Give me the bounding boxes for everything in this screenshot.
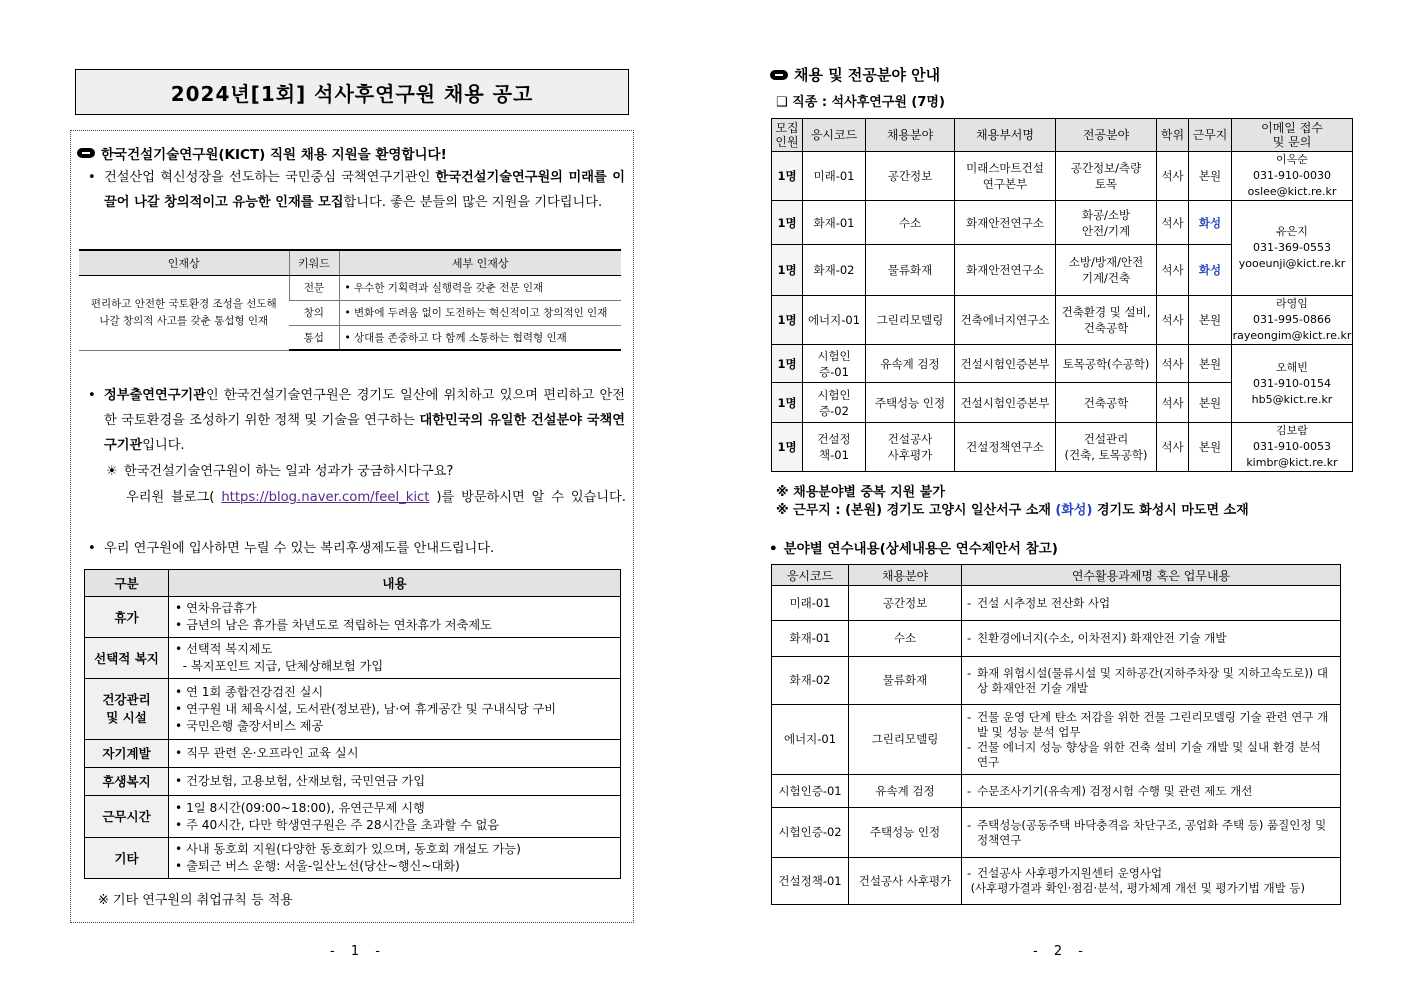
welfare-content: • 사내 동호회 지원(다양한 동호회가 있으며, 동호회 개설도 가능) • 출퇴근 버스 운행: 서울-일산노선(당산~행신~대화) xyxy=(169,838,621,879)
welfare-category: 선택적 복지 xyxy=(85,638,169,679)
welfare-category: 휴가 xyxy=(85,597,169,638)
training-content: - 주택성능(공동주택 바닥충격음 차단구조, 공업화 주택 등) 품질인정 및 정책연구 xyxy=(962,808,1341,858)
recruit-major: 공간정보/측량 토목 xyxy=(1056,152,1157,201)
training-code: 건설정책-01 xyxy=(772,858,849,905)
recruit-code: 화재-02 xyxy=(803,245,866,296)
training-field: 주택성능 인정 xyxy=(849,808,962,858)
training-field: 물류화재 xyxy=(849,657,962,705)
training-field: 건설공사 사후평가 xyxy=(849,858,962,905)
recruit-count: 1명 xyxy=(772,423,803,472)
training-content: - 친환경에너지(수소, 이차전지) 화재안전 기술 개발 xyxy=(962,621,1341,657)
welfare-category: 후생복지 xyxy=(85,768,169,796)
talent-header: 세부 인재상 xyxy=(339,250,621,275)
training-content: - 건설공사 사후평가지원센터 운영사업 (사후평가결과 확인·점검·분석, 평가체계 개선 및 평가기법 개발 등) xyxy=(962,858,1341,905)
recruit-code: 시험인증-02 xyxy=(803,383,866,423)
recruit-degree: 석사 xyxy=(1157,201,1189,245)
recruit-contact: 라영임 031-995-0866 rayeongim@kict.re.kr xyxy=(1232,296,1353,345)
talent-detail: • 변화에 두려움 없이 도전하는 혁신적이고 창의적인 인재 xyxy=(339,300,621,325)
welfare-footnote: ※ 기타 연구원의 취업규칙 등 적용 xyxy=(98,893,293,908)
welfare-content: • 선택적 복지제도 - 복지포인트 지급, 단체상해보험 가입 xyxy=(169,638,621,679)
recruit-count: 1명 xyxy=(772,296,803,345)
recruit-count: 1명 xyxy=(772,383,803,423)
recruit-code: 에너지-01 xyxy=(803,296,866,345)
recruit-location: 본원 xyxy=(1189,296,1232,345)
training-field: 공간정보 xyxy=(849,586,962,621)
recruit-count: 1명 xyxy=(772,245,803,296)
talent-keyword: 전문 xyxy=(289,275,339,300)
recruit-dept: 미래스마트건설 연구본부 xyxy=(955,152,1056,201)
recruit-contact: 유은지 031-369-0553 yooeunji@kict.re.kr xyxy=(1232,201,1353,296)
recruit-dept: 화재안전연구소 xyxy=(955,245,1056,296)
note-location: ※ 근무지 : (본원) 경기도 고양시 일산서구 소재 (화성) 경기도 화성시 마도면 소재 xyxy=(776,503,1249,518)
recruit-dept: 화재안전연구소 xyxy=(955,201,1056,245)
recruit-header: 응시코드 xyxy=(803,119,866,152)
recruit-table xyxy=(771,118,1353,472)
welfare-content: • 직무 관련 온·오프라인 교육 실시 xyxy=(169,740,621,768)
training-code: 화재-01 xyxy=(772,621,849,657)
welcome-heading xyxy=(77,143,447,163)
training-heading: • 분야별 연수내용(상세내용은 연수제안서 참고) xyxy=(769,541,1058,557)
training-field: 유속계 검정 xyxy=(849,775,962,808)
recruit-degree: 석사 xyxy=(1157,152,1189,201)
recruit-location: 본원 xyxy=(1189,345,1232,383)
talent-header: 인재상 xyxy=(79,250,289,275)
intro-paragraph: • 건설산업 혁신성장을 선도하는 국민중심 국책연구기관인 한국건설기술연구원의 미래를 이끌어 나갈 창의적이고 유능한 인재를 모집합니다. 좋은 분들의 많은 지원을 기다립니다. xyxy=(88,170,625,210)
talent-keyword: 통섭 xyxy=(289,325,339,350)
talent-ideal: 편리하고 안전한 국토환경 조성을 선도해 나갈 창의적 사고를 갖춘 통섭형 인재 xyxy=(79,275,289,350)
link-icon xyxy=(77,148,95,158)
recruit-location: 화성 xyxy=(1189,245,1232,296)
recruit-location: 본원 xyxy=(1189,423,1232,472)
link-icon xyxy=(770,70,788,80)
recruit-field: 수소 xyxy=(866,201,955,245)
recruit-field: 그린리모델링 xyxy=(866,296,955,345)
recruit-header: 채용분야 xyxy=(866,119,955,152)
blog-line: 우리원 블로그( https://blog.naver.com/feel_kict )를 방문하시면 알 수 있습니다. xyxy=(126,490,626,505)
welfare-content: • 건강보험, 고용보험, 산재보험, 국민연금 가입 xyxy=(169,768,621,796)
recruit-contact: 김보람 031-910-0053 kimbr@kict.re.kr xyxy=(1232,423,1353,472)
welfare-content: • 연차유급휴가 • 금년의 남은 휴가를 차년도로 적립하는 연차휴가 저축제도 xyxy=(169,597,621,638)
recruit-major: 토목공학(수공학) xyxy=(1056,345,1157,383)
training-code: 시험인증-01 xyxy=(772,775,849,808)
recruit-major: 건축환경 및 설비, 건축공학 xyxy=(1056,296,1157,345)
welfare-header: 내용 xyxy=(169,570,621,597)
recruit-degree: 석사 xyxy=(1157,423,1189,472)
recruit-code: 화재-01 xyxy=(803,201,866,245)
recruit-field: 유속계 검정 xyxy=(866,345,955,383)
announcement-title: 2024년[1회] 석사후연구원 채용 공고 xyxy=(75,69,629,115)
training-header: 연수활용과제명 혹은 업무내용 xyxy=(962,565,1341,586)
recruit-location: 화성 xyxy=(1189,201,1232,245)
training-header: 채용분야 xyxy=(849,565,962,586)
recruit-dept: 건축에너지연구소 xyxy=(955,296,1056,345)
welfare-category: 건강관리 및 시설 xyxy=(85,679,169,740)
recruit-field: 건설공사 사후평가 xyxy=(866,423,955,472)
recruit-field: 공간정보 xyxy=(866,152,955,201)
welfare-category: 기타 xyxy=(85,838,169,879)
recruit-location: 본원 xyxy=(1189,383,1232,423)
welfare-intro: • 우리 연구원에 입사하면 누릴 수 있는 복리후생제도를 안내드립니다. xyxy=(88,541,495,556)
training-table xyxy=(771,564,1341,905)
recruit-count: 1명 xyxy=(772,152,803,201)
welfare-table xyxy=(84,569,621,879)
recruit-major: 화공/소방 안전/기계 xyxy=(1056,201,1157,245)
recruit-dept: 건설정책연구소 xyxy=(955,423,1056,472)
recruit-dept: 건설시험인증본부 xyxy=(955,345,1056,383)
recruit-header: 모집 인원 xyxy=(772,119,803,152)
note-duplicate: ※ 채용분야별 중복 지원 불가 xyxy=(776,485,945,500)
recruit-contact: 오해빈 031-910-0154 hb5@kict.re.kr xyxy=(1232,345,1353,423)
recruit-major: 소방/방재/안전 기계/건축 xyxy=(1056,245,1157,296)
blog-link[interactable]: https://blog.naver.com/feel_kict xyxy=(221,490,430,505)
training-code: 에너지-01 xyxy=(772,705,849,775)
recruit-header: 전공분야 xyxy=(1056,119,1157,152)
welfare-category: 근무시간 xyxy=(85,796,169,838)
recruit-dept: 건설시험인증본부 xyxy=(955,383,1056,423)
intro-emphasis: 한국건설기술연구원의 미래를 이끌어 나갈 창의적이고 유능한 인재를 모집 xyxy=(104,170,625,210)
recruit-contact: 이옥순 031-910-0030 oslee@kict.re.kr xyxy=(1232,152,1353,201)
institute-question: ☀ 한국건설기술연구원이 하는 일과 성과가 궁금하시다구요? xyxy=(106,464,454,479)
recruit-code: 건설정책-01 xyxy=(803,423,866,472)
welfare-category: 자기계발 xyxy=(85,740,169,768)
training-content: - 건설 시추정보 전산화 사업 xyxy=(962,586,1341,621)
recruit-location: 본원 xyxy=(1189,152,1232,201)
talent-keyword: 창의 xyxy=(289,300,339,325)
recruit-count: 1명 xyxy=(772,201,803,245)
talent-header: 키워드 xyxy=(289,250,339,275)
training-code: 시험인증-02 xyxy=(772,808,849,858)
training-code: 화재-02 xyxy=(772,657,849,705)
training-code: 미래-01 xyxy=(772,586,849,621)
recruit-count: 1명 xyxy=(772,345,803,383)
institute-paragraph: • 정부출연연구기관인 한국건설기술연구원은 경기도 일산에 위치하고 있으며 편리하고 안전한 국토환경을 조성하기 위한 정책 및 기술을 연구하는 대한민국의 유일한 건설분야 국책연구기관입니다. xyxy=(88,388,625,453)
welfare-content: • 연 1회 종합건강검진 실시 • 연구원 내 체육시설, 도서관(정보관), 남·여 휴게공간 및 구내식당 구비 • 국민은행 출장서비스 제공 xyxy=(169,679,621,740)
recruit-degree: 석사 xyxy=(1157,345,1189,383)
recruit-degree: 석사 xyxy=(1157,383,1189,423)
welcome-text: 한국건설기술연구원(KICT) 직원 채용 지원을 환영합니다! xyxy=(101,147,447,163)
training-content: - 화재 위험시설(물류시설 및 지하공간(지하주차장 및 지하고속도로)) 대상 화재안전 기술 개발 xyxy=(962,657,1341,705)
training-field: 그린리모델링 xyxy=(849,705,962,775)
training-content: - 수문조사기기(유속계) 검정시험 수행 및 관련 제도 개선 xyxy=(962,775,1341,808)
talent-detail: • 상대를 존중하고 다 함께 소통하는 협력형 인재 xyxy=(339,325,621,350)
training-header: 응시코드 xyxy=(772,565,849,586)
training-content: - 건물 운영 단계 탄소 저감을 위한 건물 그린리모델링 기술 관련 연구 개발 및 성능 분석 업무 - 건물 에너지 성능 향상을 위한 건축 설비 기술 개발 및 실내 환경 분석 연구 xyxy=(962,705,1341,775)
job-type: ❑ 직종 : 석사후연구원 (7명) xyxy=(776,95,945,110)
recruit-field: 물류화재 xyxy=(866,245,955,296)
recruit-major: 건축공학 xyxy=(1056,383,1157,423)
training-field: 수소 xyxy=(849,621,962,657)
welfare-header: 구분 xyxy=(85,570,169,597)
recruit-field: 주택성능 인정 xyxy=(866,383,955,423)
sun-icon: ☀ xyxy=(106,464,118,479)
talent-table xyxy=(79,249,621,351)
talent-detail: • 우수한 기획력과 실행력을 갖춘 전문 인재 xyxy=(339,275,621,300)
welfare-content: • 1일 8시간(09:00~18:00), 유연근무제 시행 • 주 40시간, 다만 학생연구원은 주 28시간을 초과할 수 없음 xyxy=(169,796,621,838)
recruit-degree: 석사 xyxy=(1157,245,1189,296)
recruit-header: 학위 xyxy=(1157,119,1189,152)
page-number: - 2 - xyxy=(1033,944,1089,959)
recruit-header: 이메일 접수 및 문의 xyxy=(1232,119,1353,152)
recruit-degree: 석사 xyxy=(1157,296,1189,345)
page-number: - 1 - xyxy=(330,944,386,959)
recruit-code: 시험인증-01 xyxy=(803,345,866,383)
recruit-heading: 채용 및 전공분야 안내 xyxy=(770,64,940,85)
recruit-header: 채용부서명 xyxy=(955,119,1056,152)
recruit-header: 근무지 xyxy=(1189,119,1232,152)
recruit-code: 미래-01 xyxy=(803,152,866,201)
recruit-major: 건설관리 (건축, 토목공학) xyxy=(1056,423,1157,472)
